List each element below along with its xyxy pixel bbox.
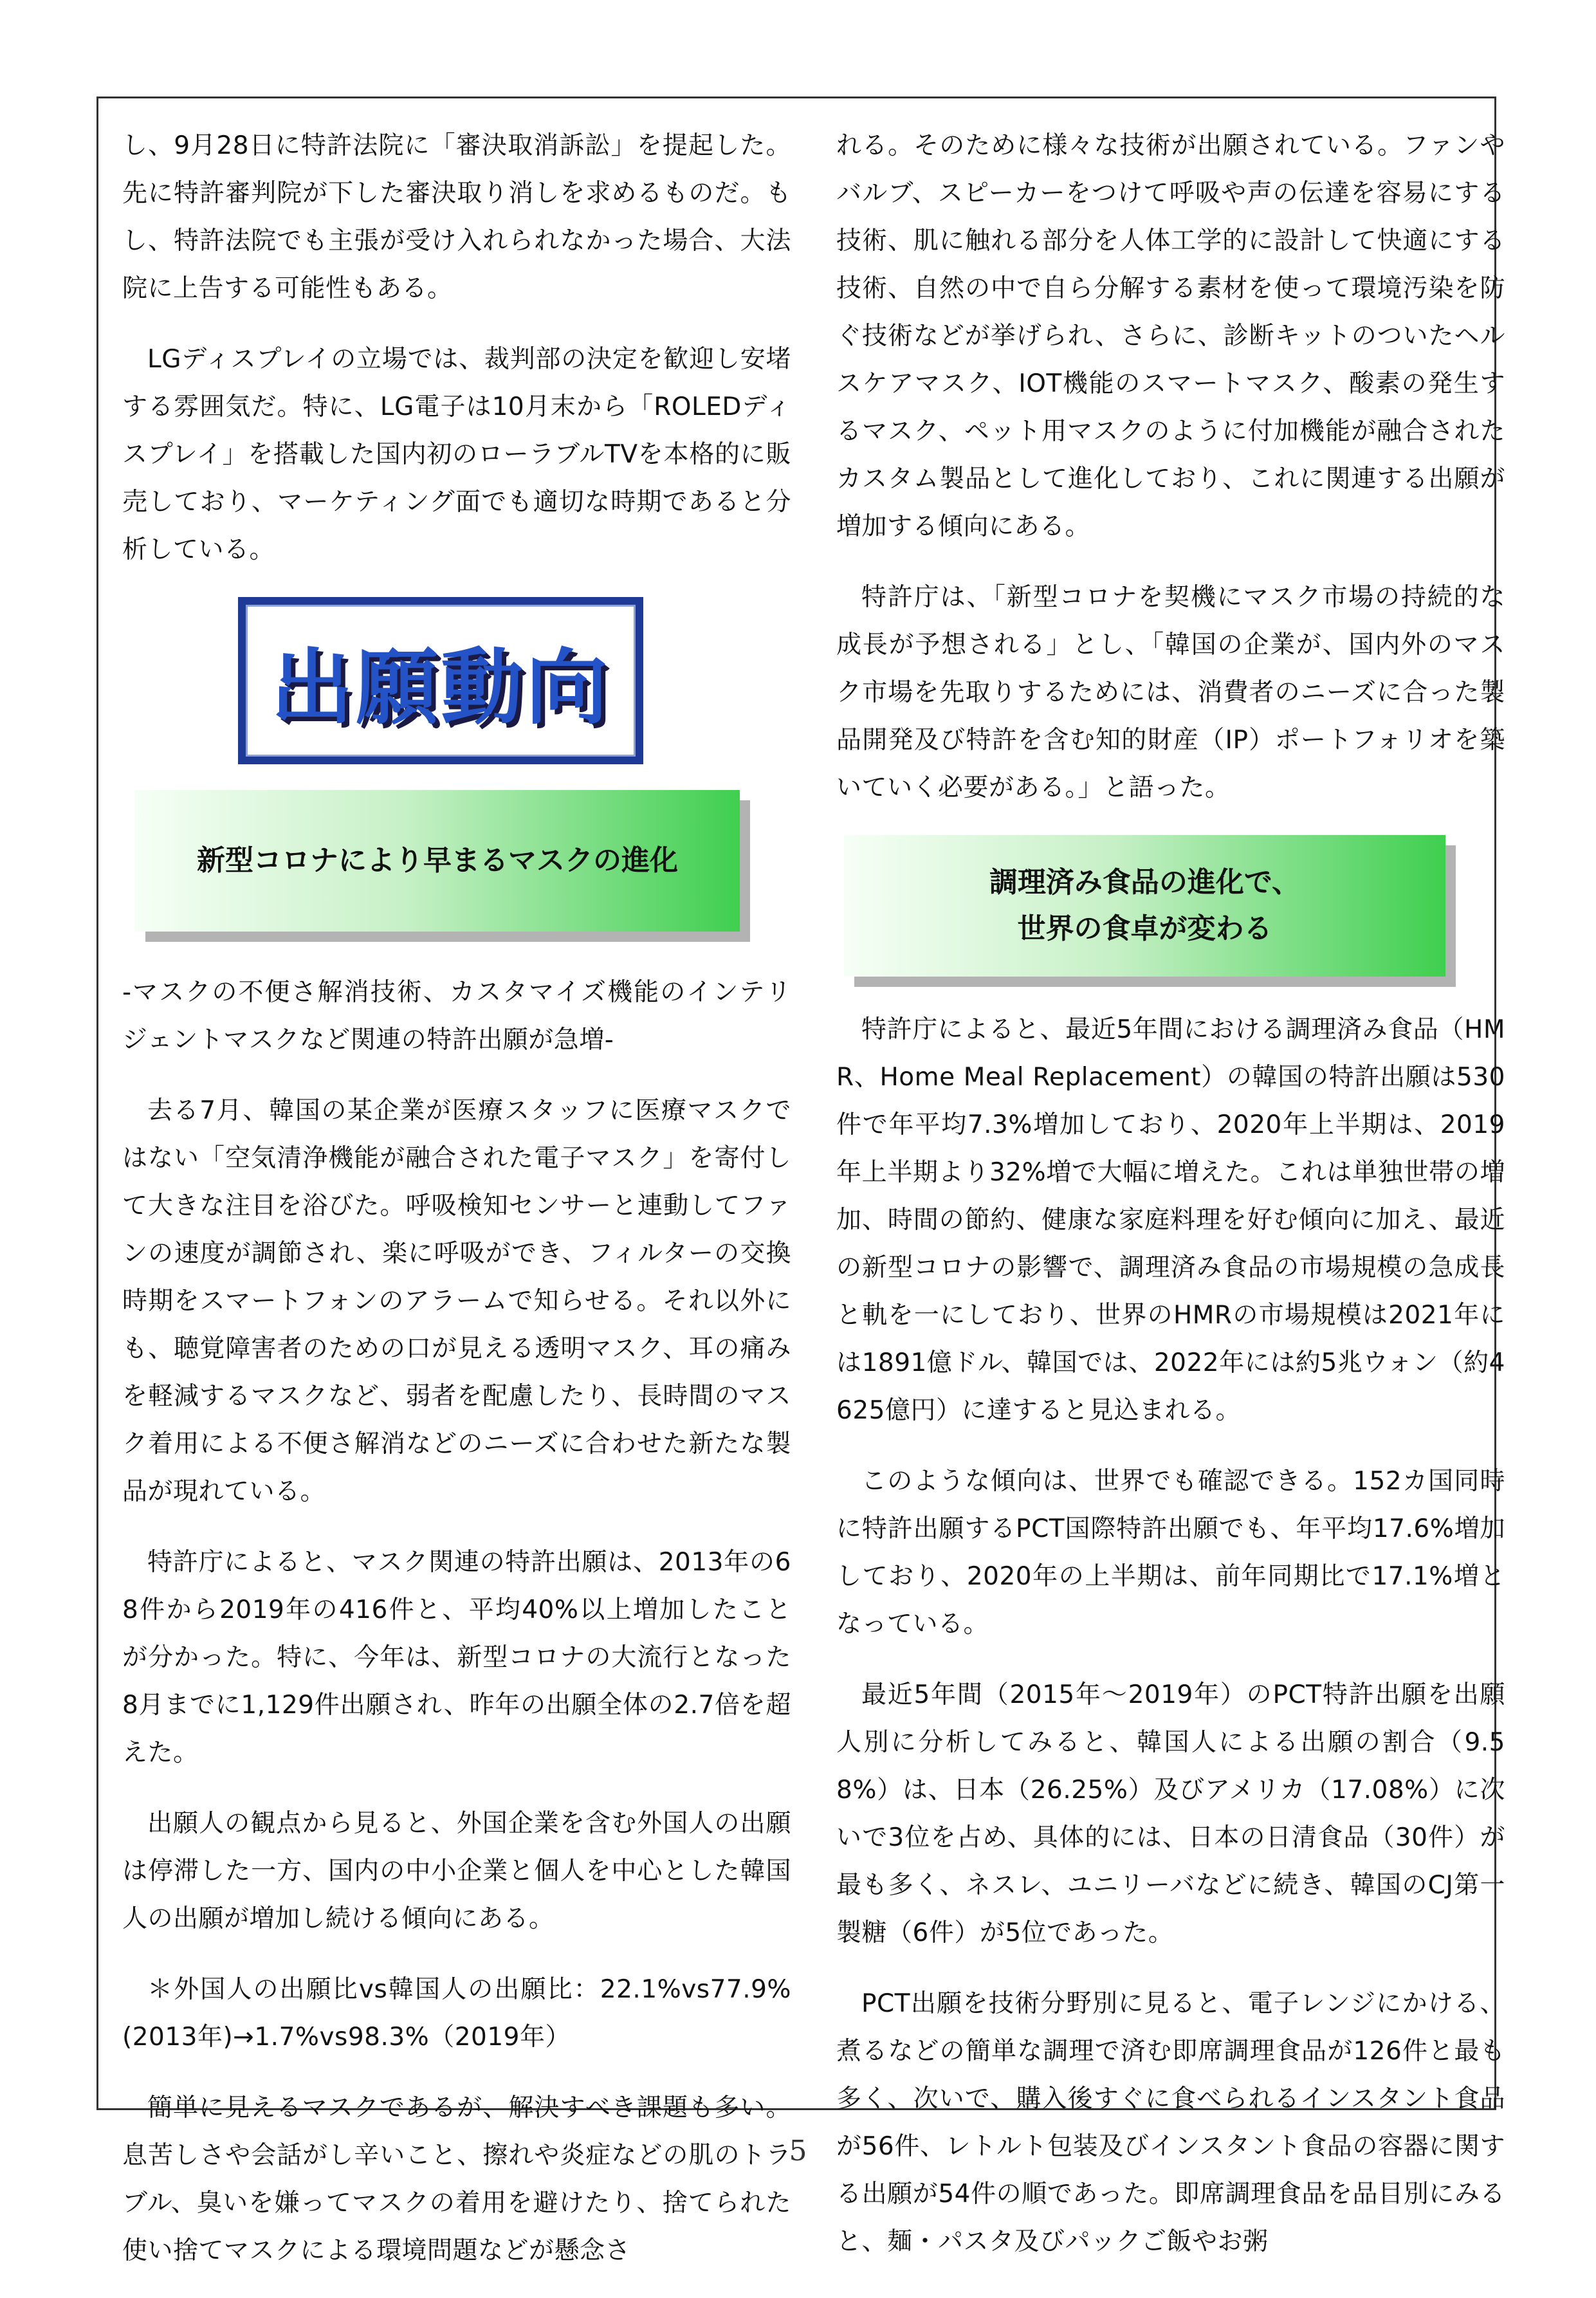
paragraph: 特許庁によると、最近5年間における調理済み食品（HMR、Home Meal Replacement）の韓国の特許出願は530件で年平均7.3%増加しており、2020年上半期は、2019年上半期より32%増で大幅に増えた。これは単独世帯の増加、時間の節約、健康な家庭料理を好む傾向に加え、最近の新型コロナの影響で、調理済み食品の市場規模の急成長と軌を一にしており、世界のHMRの市場規模は2021年には1891億ドル、韓国では、2022年には約5兆ウォン（約4625億円）に達すると見込まれる。 [836, 1015, 1505, 1425]
article-heading-line-2: 世界の食卓が変わる [1017, 912, 1272, 945]
left-column [122, 122, 791, 2298]
paragraph: し、9月28日に特許法院に「審決取消訴訟」を提起した。先に特許審判院が下した審決取り消しを求めるものだ。もし、特許法院でも主張が受け入れられなかった場合、大法院に上告する可能性もある。 [122, 131, 791, 303]
article-heading-line-1: 調理済み食品の進化で、 [989, 866, 1301, 899]
paragraph: 特許庁は、「新型コロナを契機にマスク市場の持続的な成長が予想される」とし、「韓国の企業が、国内外のマスク市場を先取りするためには、消費者のニーズに合った製品開発及び特許を含む知的財産（IP）ポートフォリオを築いていく必要がある。」と語った。 [836, 583, 1505, 802]
footnote-paragraph: ＊外国人の出願比vs韓国人の出願比：22.1%vs77.9%(2013年)→1.7%vs98.3%（2019年） [122, 1975, 791, 2052]
paragraph: このような傾向は、世界でも確認できる。152カ国同時に特許出願するPCT国際特許出願でも、年平均17.6%増加しており、2020年の上半期は、前年同期比で17.1%増となっている。 [836, 1467, 1505, 1639]
paragraph: 去る7月、韓国の某企業が医療スタッフに医療マスクではない「空気清浄機能が融合された電子マスク」を寄付して大きな注目を浴びた。呼吸検知センサーと連動してファンの速度が調節され、楽に呼吸ができ、フィルターの交換時期をスマートフォンのアラームで知らせる。それ以外にも、聴覚障害者のための口が見える透明マスク、耳の痛みを軽減するマスクなど、弱者を配慮したり、長時間のマスク着用による不便さ解消などのニーズに合わせた新たな製品が現れている。 [122, 1096, 791, 1506]
section-title-box [238, 597, 643, 764]
article-heading-food [844, 835, 1445, 977]
page-number: 5 [789, 2135, 807, 2167]
paragraph: 特許庁によると、マスク関連の特許出願は、2013年の68件から2019年の416件と、平均40%以上増加したことが分かった。特に、今年は、新型コロナの大流行となった8月までに1,129件出願され、昨年の出願全体の2.7倍を超えた。 [122, 1548, 791, 1767]
article-heading-mask [135, 790, 740, 932]
paragraph: LGディスプレイの立場では、裁判部の決定を歓迎し安堵する雰囲気だ。特に、LG電子は10月末から「ROLEDディスプレイ」を搭載した国内初のローラブルTVを本格的に販売しており、マーケティング面でも適切な時期であると分析している。 [122, 345, 791, 564]
article-subtitle: -マスクの不便さ解消技術、カスタマイズ機能のインテリジェントマスクなど関連の特許出願が急増- [122, 978, 791, 1054]
paragraph: 簡単に見えるマスクであるが、解決すべき課題も多い。息苦しさや会話がし辛いこと、擦れや炎症などの肌のトラブル、臭いを嫌ってマスクの着用を避けたり、捨てられた使い捨てマスクによる環境問題などが懸念さ [122, 2093, 791, 2265]
section-title-inner [246, 605, 636, 757]
paragraph: 最近5年間（2015年～2019年）のPCT特許出願を出願人別に分析してみると、韓国人による出願の割合（9.58%）は、日本（26.25%）及びアメリカ（17.08%）に次いで3位を占め、具体的には、日本の日清食品（30件）が最も多く、ネスレ、ユニリーバなどに続き、韓国のCJ第一製糖（6件）が5位であった。 [836, 1680, 1505, 1947]
paragraph: れる。そのために様々な技術が出願されている。ファンやバルブ、スピーカーをつけて呼吸や声の伝達を容易にする技術、肌に触れる部分を人体工学的に設計して快適にする技術、自然の中で自ら分解する素材を使って環境汚染を防ぐ技術などが挙げられ、さらに、診断キットのついたヘルスケアマスク、IOT機能のスマートマスク、酸素の発生するマスク、ペット用マスクのように付加機能が融合されたカスタム製品として進化しており、これに関連する出願が増加する傾向にある。 [836, 131, 1505, 541]
right-column [836, 122, 1505, 2289]
paragraph: PCT出願を技術分野別に見ると、電子レンジにかける、煮るなどの簡単な調理で済む即席調理食品が126件と最も多く、次いで、購入後すぐに食べられるインスタント食品が56件、レトルト包装及びインスタント食品の容器に関する出願が54件の順であった。即席調理食品を品目別にみると、麺・パスタ及びパックご飯やお粥 [836, 1989, 1505, 2256]
paragraph: 出願人の観点から見ると、外国企業を含む外国人の出願は停滞した一方、国内の中小企業と個人を中心とした韓国人の出願が増加し続ける傾向にある。 [122, 1809, 791, 1933]
article-heading-text: 新型コロナにより早まるマスクの進化 [197, 844, 678, 877]
section-title: 出願動向 [270, 640, 610, 736]
